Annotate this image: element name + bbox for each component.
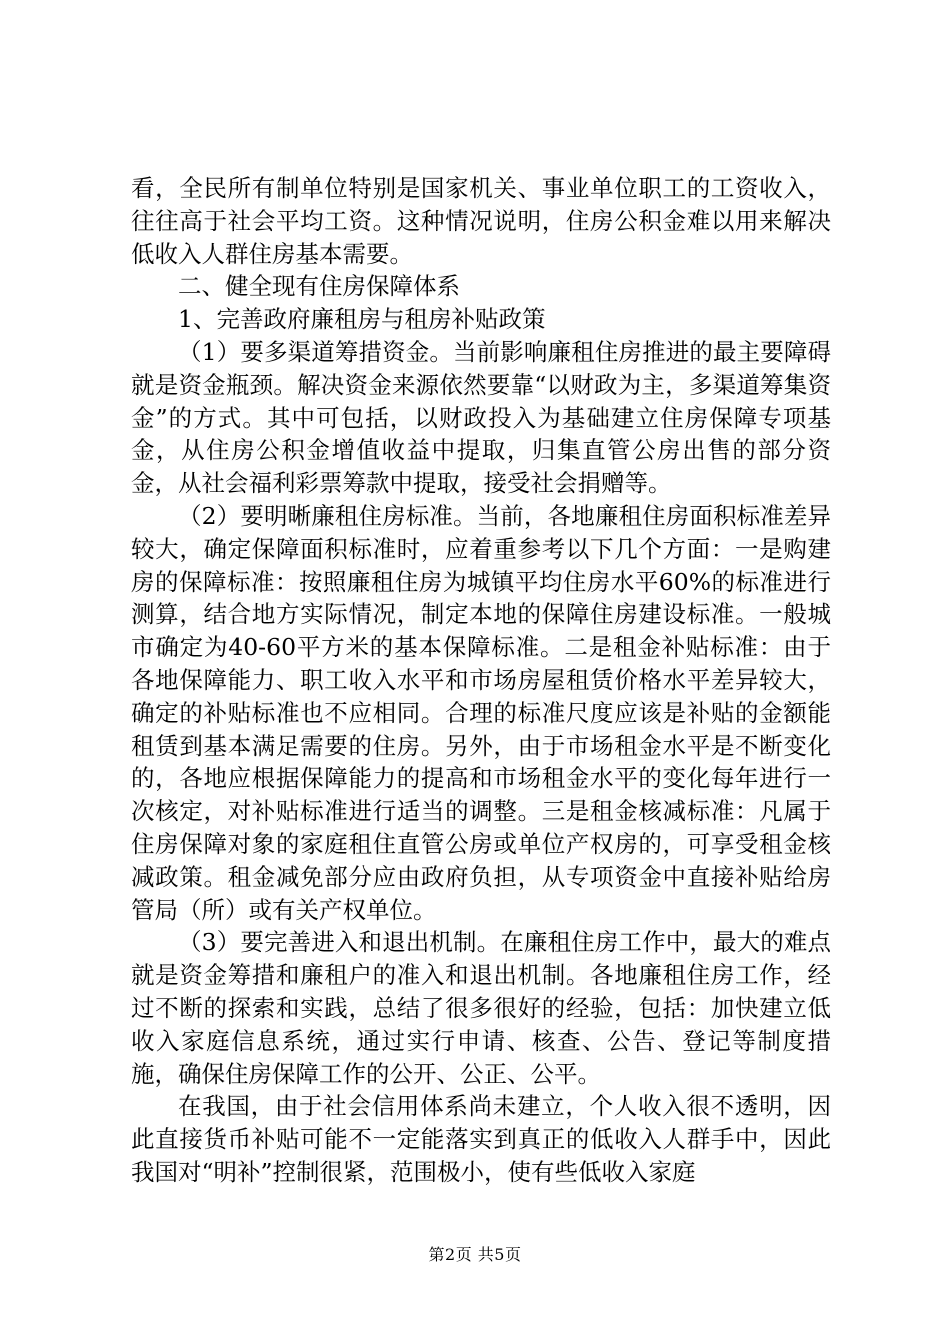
subsection-heading: 1、完善政府廉租房与租房补贴政策 — [178, 305, 546, 334]
section-heading: 二、健全现有住房保障体系 — [178, 272, 460, 301]
page-footer: 第2页 共5页 — [428, 1245, 522, 1264]
paragraph-funding: （1）要多渠道筹措资金。当前影响廉租住房推进的最主要障碍就是资金瓶颈。解决资金来源依然要靠“以财政为主，多渠道筹集资金”的方式。其中可包括，以财政投入为基础建立住房保障专项基金，从住房公积金增值收益中提取，归集直管公房出售的部分资金，从社会福利彩票筹款中提取，接受社会捐赠等。 — [131, 337, 831, 498]
paragraph-standards: （2）要明晰廉租住房标准。当前，各地廉租住房面积标准差异较大，确定保障面积标准时，应着重参考以下几个方面：一是购建房的保障标准：按照廉租住房为城镇平均住房水平60%的标准进行测算，结合地方实际情况，制定本地的保障住房建设标准。一般城市确定为40-60平方米的基本保障标准。二是租金补贴标准：由于各地保障能力、职工收入水平和市场房屋租赁价格水平差异较大，确定的补贴标准也不应相同。合理的标准尺度应该是补贴的金额能租赁到基本满足需要的住房。另外，由于市场租金水平是不断变化的，各地应根据保障能力的提高和市场租金水平的变化每年进行一次核定，对补贴标准进行适当的调整。三是租金核减标准：凡属于住房保障对象的家庭租住直管公房或单位产权房的，可享受租金核减政策。租金减免部分应由政府负担，从专项资金中直接补贴给房管局（所）或有关产权单位。 — [131, 501, 831, 924]
paragraph-mechanism: （3）要完善进入和退出机制。在廉租住房工作中，最大的难点就是资金筹措和廉租户的准入和退出机制。各地廉租住房工作，经过不断的探索和实践，总结了很多很好的经验，包括：加快建立低收入家庭信息系统，通过实行申请、核查、公告、登记等制度措施，确保住房保障工作的公开、公正、公平。 — [131, 928, 831, 1088]
document-body — [131, 172, 831, 1189]
paragraph-continuation: 看，全民所有制单位特别是国家机关、事业单位职工的工资收入，往往高于社会平均工资。这种情况说明，住房公积金难以用来解决低收入人群住房基本需要。 — [131, 174, 831, 268]
paragraph-credit: 在我国，由于社会信用体系尚未建立，个人收入很不透明，因此直接货币补贴可能不一定能落实到真正的低收入人群手中，因此我国对“明补”控制很紧，范围极小，使有些低收入家庭 — [131, 1092, 831, 1186]
